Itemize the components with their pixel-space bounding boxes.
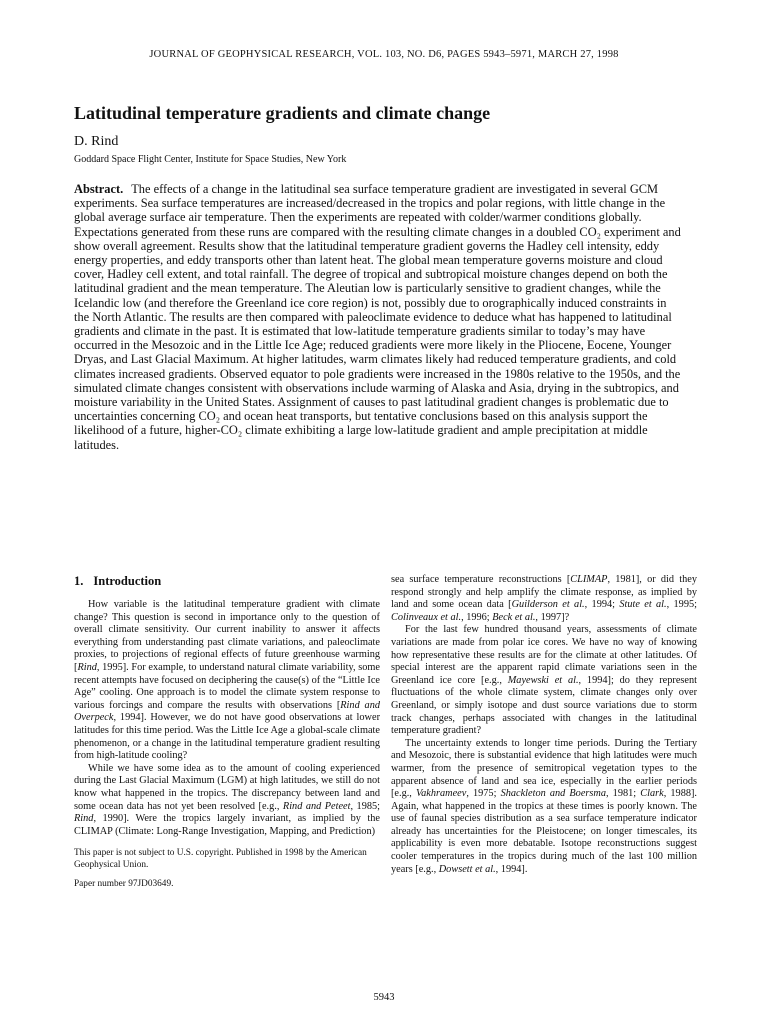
citation: Rind xyxy=(77,661,97,673)
paper-number: Paper number 97JD03649. xyxy=(74,879,174,890)
text-run: , 1981; xyxy=(606,788,641,800)
left-paragraph-1 xyxy=(74,599,380,763)
citation: Rind and Overpeck xyxy=(74,699,380,724)
left-paragraph-2 xyxy=(74,763,380,839)
text-run: , 1994]; do they represent fluctuations of the whole climate system, climate changes only over Greenland, or simply isotope and dust source variations due to storm track changes, perhaps associated with changes in the latitudinal temperature gradient? xyxy=(391,674,697,737)
text-run: How variable is the latitudinal temperature gradient with climate change? This question is second in importance only to the question of overall climate sensitivity. Our current inability to answer it affects everything from understanding past climate variations, and paleoclimate proxies, to projections of regional effects of future greenhouse warming [ xyxy=(74,599,380,673)
text-run: While we have some idea as to the amount of cooling experienced during the Last Glacial Maximum (LGM) at high latitudes, we still do not know what happened in the tropics. The discrepancy between land and some ocean data has not yet been resolved [e.g., xyxy=(74,762,380,812)
right-column xyxy=(391,574,697,876)
text-run: , 1994; xyxy=(584,599,620,611)
text-run: , 1990]. Were the tropics largely invariant, as implied by the CLIMAP (Climate: Long-Range Investigation, Mapping, and Prediction) xyxy=(74,813,380,837)
text-run: The uncertainty extends to longer time periods. During the Tertiary and Mesozoic, there is substantial evidence that high latitudes were much warmer, from the presence of semitropical vegetation types to the apparent absence of land and sea ice, especially in the earlier periods [e.g., xyxy=(391,737,697,800)
text-run: , 1994]. However, we do not have good observations at lower latitudes for this time period. Was the Little Ice Age a global-scale climate phenomenon, or a change in the latitudinal temperature gradient resulting from high-latitude cooling? xyxy=(74,712,380,762)
text-run: , 1985; xyxy=(350,800,381,812)
page-number: 5943 xyxy=(373,992,395,1003)
text-run: For the last few hundred thousand years, assessments of climate variations are made from polar ice cores. We have no way of knowing how representative these results are for the climate at other latitudes. Of special interest are the apparent rapid climate variations seen in the Greenland ice core [e.g., xyxy=(391,624,697,686)
section-heading xyxy=(74,574,380,589)
right-paragraph-3 xyxy=(391,738,697,877)
text-run: , 1975; xyxy=(466,788,501,800)
text-run: , 1997]? xyxy=(535,611,570,623)
citation: Shackleton and Boersma xyxy=(500,788,606,800)
citation: Stute et al. xyxy=(619,599,667,611)
citation: Mayewski et al. xyxy=(507,674,579,686)
citation: Dowsett et al. xyxy=(438,863,496,875)
text-run: , 1981], or did they respond strongly and help amplify the climate response, as implied by land and some ocean data [ xyxy=(391,574,698,611)
text-run: , 1995]. For example, to understand natural climate variability, some recent attempts have focused on deciphering the cause(s) of the “Little Ice Age” cooling. One approach is to model the climate system response to various forcings and compare the results with observations [ xyxy=(74,661,380,711)
right-paragraph-2 xyxy=(391,624,697,737)
text-run: , 1996; xyxy=(461,611,493,623)
citation: Rind and Peteet xyxy=(282,800,351,812)
author-name: D. Rind xyxy=(74,134,119,149)
text-run: , 1988]. Again, what happened in the tropics at these times is poorly known. The use of faunal species distribution as a sea surface temperature indicator already has uncertainties for the Pleistocene; on longer timescales, its applicability is even more debatable. Isotope reconstructions suggest cooler temperatures in the tropics during much of the last 100 million years [e.g., xyxy=(391,788,697,875)
citation: Vakhrameev xyxy=(415,788,467,800)
author-affiliation: Goddard Space Flight Center, Institute for Space Studies, New York xyxy=(74,154,347,165)
citation: Colinveaux et al. xyxy=(391,611,462,623)
citation: Rind xyxy=(74,813,94,825)
citation: Guilderson et al. xyxy=(511,599,585,611)
section-title: Introduction xyxy=(93,574,162,588)
left-column xyxy=(74,574,380,889)
text-run: , 1994]. xyxy=(495,863,528,875)
section-number: 1. xyxy=(74,574,84,588)
right-paragraph-1 xyxy=(391,574,697,624)
abstract-text: The effects of a change in the latitudinal sea surface temperature gradient are investigated in several GCM experiments. Sea surface temperatures are increased/decreased in the tropics and polar regions, with little change in the global average surface air temperature. Then the experiments are repeated with colder/warmer conditions globally. Expectations generated from these runs are compared with the resulting climate changes in a doubled CO₂ experiment and show overall agreement. Results show that the latitudinal temperature gradient governs the Hadley cell intensity, eddy energy properties, and eddy transports other than latent heat. The global mean temperature governs moisture and cloud cover, Hadley cell extent, and total rainfall. The degree of tropical and subtropical moisture changes depend on both the latitudinal gradient and the mean temperature. The Aleutian low is particularly sensitive to gradient changes, while the Icelandic low (and therefore the Greenland ice core region) is not, possibly due to orographically induced constraints in the North Atlantic. The results are then compared with paleoclimate evidence to deduce what has happened to latitudinal gradients and climate in the past. It is estimated that low-latitude temperature gradients similar to today’s may have occurred in the Mesozoic and in the Little Ice Age; reduced gradients were more likely in the Pliocene, Eocene, Younger Dryas, and Last Glacial Maximum. At higher latitudes, warm climates likely had reduced temperature gradients, and cold climates increased gradients. Observed equator to pole gradients were increased in the 1980s relative to the 1950s, and the simulated climate changes consistent with observations include warming of Alaska and Asia, drying in the subtropics, and moisture variability in the United States. Assignment of causes to past latitudinal gradient changes is problematic due to uncertainties concerning CO₂ and ocean heat transports, but tentative conclusions based on this analysis support the likelihood of a future, higher-CO₂ climate exhibiting a large low-latitude gradient and ample precipitation at middle latitudes. xyxy=(74,182,681,452)
abstract xyxy=(74,182,684,452)
citation: Clark xyxy=(640,788,664,800)
text-run: , 1995; xyxy=(666,599,697,611)
citation: Beck et al. xyxy=(492,611,536,623)
copyright-footnote: This paper is not subject to U.S. copyright. Published in 1998 by the American Geophysical Union. xyxy=(74,848,367,870)
paper-title: Latitudinal temperature gradients and climate change xyxy=(74,103,491,123)
abstract-label: Abstract. xyxy=(74,182,124,196)
journal-header: JOURNAL OF GEOPHYSICAL RESEARCH, VOL. 103, NO. D6, PAGES 5943–5971, MARCH 27, 1998 xyxy=(149,49,619,60)
text-run: sea surface temperature reconstructions [ xyxy=(391,574,571,585)
citation: CLIMAP xyxy=(570,574,608,585)
